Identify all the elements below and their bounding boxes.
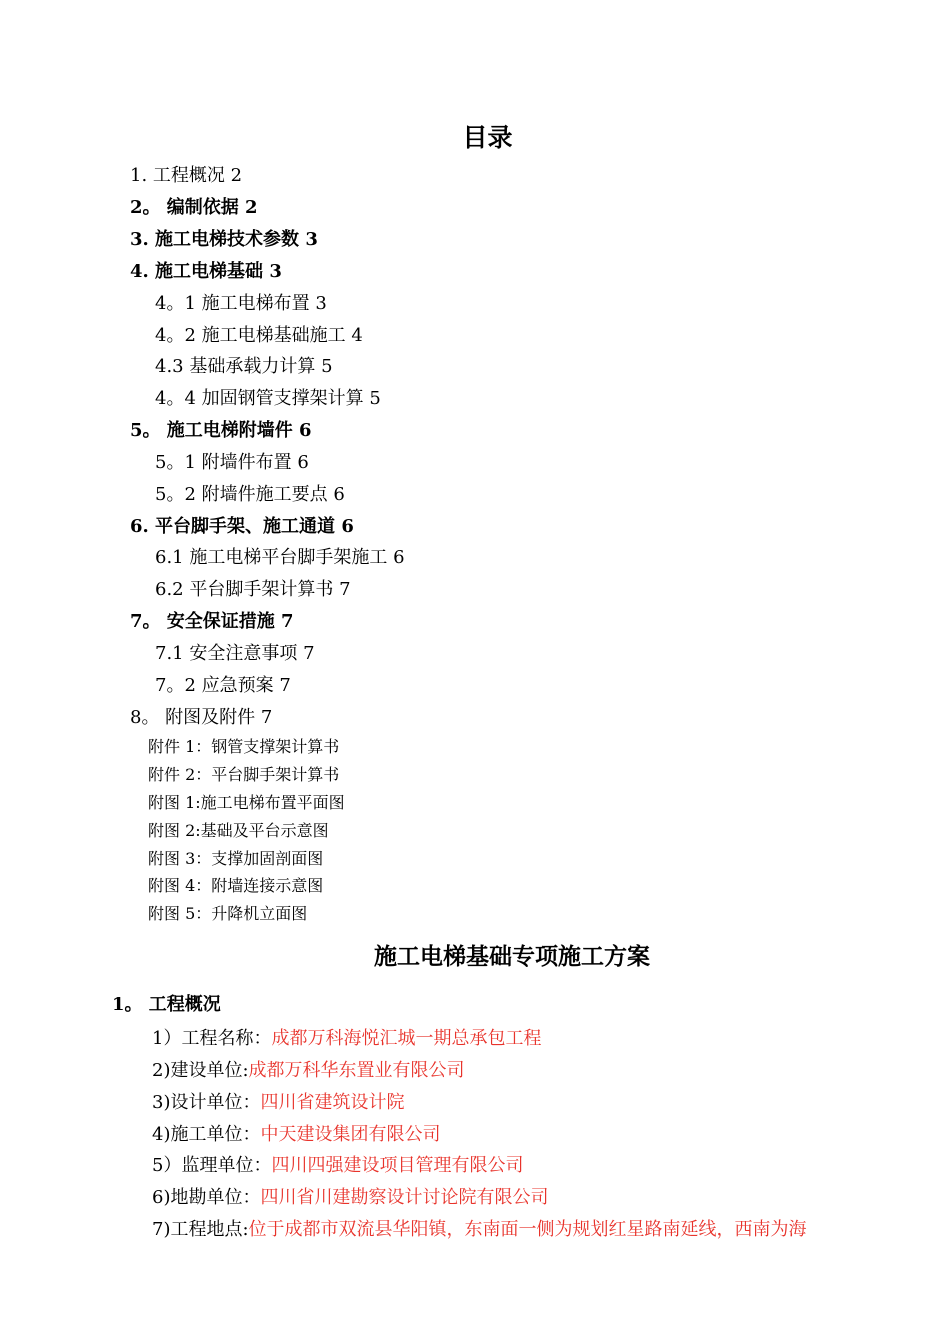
info-value: 成都万科华东置业有限公司 [248, 1060, 465, 1081]
info-label: 1）工程名称： [152, 1028, 272, 1049]
info-label: 5）监理单位： [152, 1155, 272, 1176]
toc-entry[interactable]: 4.3 基础承载力计算 5 [155, 356, 333, 377]
toc-entry[interactable]: 附图 2:基础及平台示意图 [148, 821, 329, 840]
document-title: 施工电梯基础专项施工方案 [374, 943, 650, 970]
project-info-line [152, 1120, 440, 1146]
toc-entry[interactable]: 5。2 附墙件施工要点 6 [155, 484, 345, 505]
toc-entry[interactable]: 6.1 施工电梯平台脚手架施工 6 [155, 547, 405, 568]
project-info-line [152, 1024, 541, 1050]
toc-title: 目录 [462, 123, 513, 152]
toc-entry[interactable]: 4。1 施工电梯布置 3 [155, 293, 327, 314]
info-label: 6)地勘单位： [152, 1187, 261, 1208]
info-value: 四川四强建设项目管理有限公司 [271, 1155, 524, 1176]
project-info-line [152, 1215, 807, 1241]
toc-entry[interactable]: 3. 施工电梯技术参数 3 [130, 229, 318, 250]
info-label: 7)工程地点: [152, 1219, 249, 1240]
toc-entry[interactable]: 7。 安全保证措施 7 [130, 611, 294, 632]
info-value: 四川省川建勘察设计讨论院有限公司 [260, 1187, 549, 1208]
toc-entry[interactable]: 附图 3：支撑加固剖面图 [148, 849, 324, 868]
toc-entry[interactable]: 5。1 附墙件布置 6 [155, 452, 309, 473]
info-label: 4)施工单位： [152, 1124, 261, 1145]
toc-entry[interactable]: 附件 1：钢管支撑架计算书 [148, 737, 340, 756]
info-value: 成都万科海悦汇城一期总承包工程 [271, 1028, 542, 1049]
toc-entry[interactable]: 附图 5：升降机立面图 [148, 904, 308, 923]
toc-entry[interactable]: 附图 4：附墙连接示意图 [148, 876, 324, 895]
toc-entry[interactable]: 7。2 应急预案 7 [155, 675, 291, 696]
toc-entry[interactable]: 附图 1:施工电梯布置平面图 [148, 793, 345, 812]
toc-entry[interactable]: 4. 施工电梯基础 3 [130, 261, 282, 282]
info-value: 四川省建筑设计院 [260, 1092, 405, 1113]
project-info-line [152, 1183, 548, 1209]
toc-entry[interactable]: 4。2 施工电梯基础施工 4 [155, 325, 363, 346]
toc-entry[interactable]: 附件 2：平台脚手架计算书 [148, 765, 340, 784]
toc-entry[interactable]: 6.2 平台脚手架计算书 7 [155, 579, 351, 600]
section-heading: 1。 工程概况 [112, 994, 221, 1015]
info-label: 3)设计单位： [152, 1092, 261, 1113]
toc-entry[interactable]: 4。4 加固钢管支撑架计算 5 [155, 388, 381, 409]
info-value: 位于成都市双流县华阳镇，东南面一侧为规划红星路南延线，西南为海 [248, 1219, 807, 1240]
toc-entry[interactable]: 2。 编制依据 2 [130, 197, 258, 218]
toc-entry[interactable]: 8。 附图及附件 7 [130, 707, 273, 728]
project-info-line [152, 1056, 465, 1082]
project-info-line [152, 1151, 523, 1177]
info-label: 2)建设单位: [152, 1060, 249, 1081]
toc-entry[interactable]: 6. 平台脚手架、施工通道 6 [130, 516, 354, 537]
info-value: 中天建设集团有限公司 [260, 1124, 441, 1145]
toc-entry[interactable]: 5。 施工电梯附墙件 6 [130, 420, 312, 441]
toc-entry[interactable]: 1. 工程概况 2 [130, 165, 243, 186]
toc-entry[interactable]: 7.1 安全注意事项 7 [155, 643, 315, 664]
project-info-line [152, 1088, 404, 1114]
